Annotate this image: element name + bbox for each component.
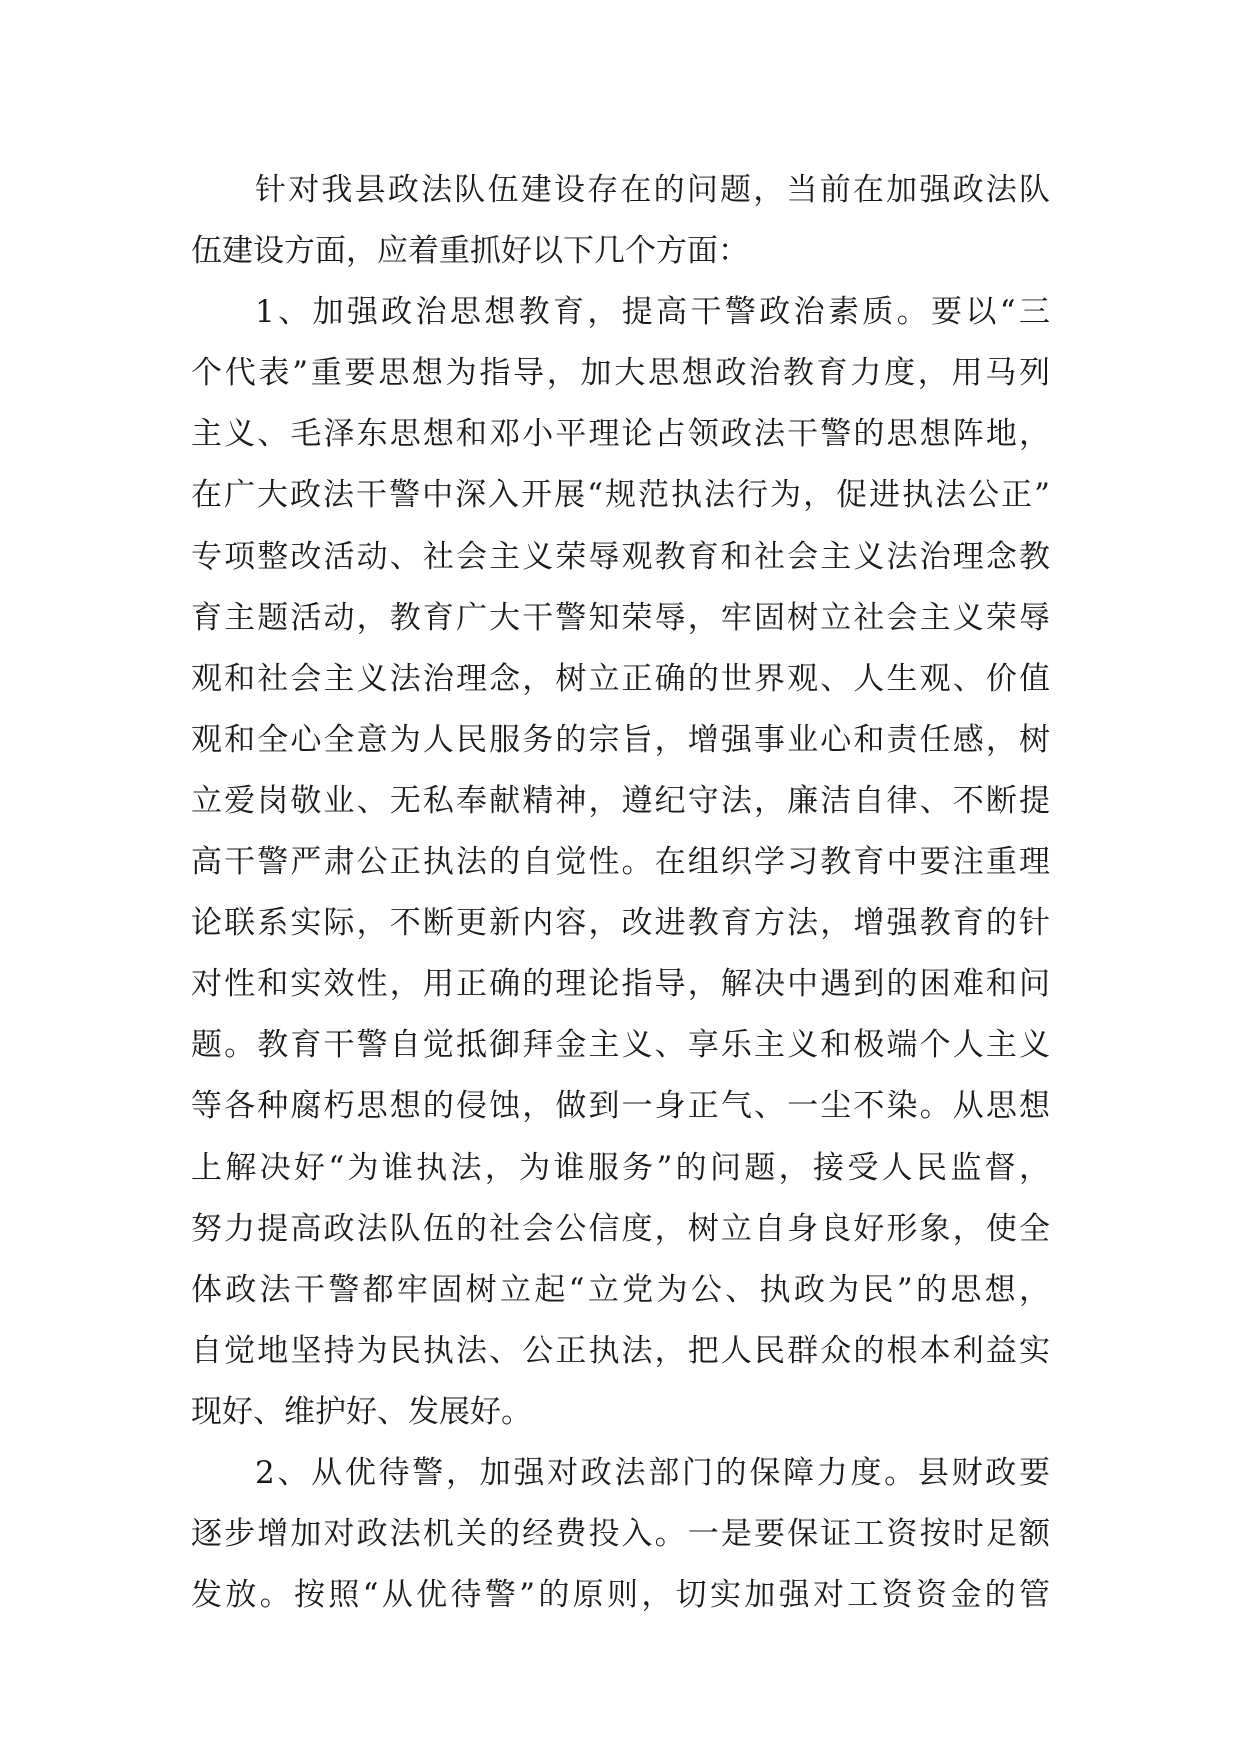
text-line: 育主题活动，教育广大干警知荣辱，牢固树立社会主义荣辱 bbox=[191, 599, 1050, 636]
text-line: 个代表”重要思想为指导，加大思想政治教育力度，用马列 bbox=[191, 355, 1050, 392]
text-line: 观和社会主义法治理念，树立正确的世界观、人生观、价值 bbox=[191, 660, 1050, 697]
text-line: 自觉地坚持为民执法、公正执法，把人民群众的根本利益实 bbox=[191, 1332, 1050, 1369]
text-line: 专项整改活动、社会主义荣辱观教育和社会主义法治理念教 bbox=[191, 538, 1050, 575]
text-line: 伍建设方面，应着重抓好以下几个方面： bbox=[191, 233, 749, 270]
text-line: 逐步增加对政法机关的经费投入。一是要保证工资按时足额 bbox=[191, 1516, 1050, 1553]
text-line: 发放。按照“从优待警”的原则，切实加强对工资资金的管 bbox=[191, 1577, 1050, 1614]
text-line: 在广大政法干警中深入开展“规范执法行为，促进执法公正” bbox=[191, 477, 1050, 514]
text-line: 题。教育干警自觉抵御拜金主义、享乐主义和极端个人主义 bbox=[191, 1027, 1050, 1064]
text-line: 立爱岗敬业、无私奉献精神，遵纪守法，廉洁自律、不断提 bbox=[191, 782, 1050, 819]
document-body bbox=[191, 160, 1050, 1626]
text-line: 上解决好“为谁执法，为谁服务”的问题，接受人民监督， bbox=[191, 1149, 1050, 1186]
text-line: 体政法干警都牢固树立起“立党为公、执政为民”的思想， bbox=[191, 1271, 1050, 1308]
text-line: 针对我县政法队伍建设存在的问题，当前在加强政法队 bbox=[255, 172, 1050, 208]
text-line: 论联系实际，不断更新内容，改进教育方法，增强教育的针 bbox=[191, 905, 1050, 942]
text-line: 努力提高政法队伍的社会公信度，树立自身良好形象，使全 bbox=[191, 1210, 1050, 1247]
text-line: 对性和实效性，用正确的理论指导，解决中遇到的困难和问 bbox=[191, 966, 1050, 1003]
text-line: 观和全心全意为人民服务的宗旨，增强事业心和责任感，树 bbox=[191, 721, 1050, 758]
text-line: 主义、毛泽东思想和邓小平理论占领政法干警的思想阵地， bbox=[191, 416, 1050, 453]
text-line: 2、从优待警，加强对政法部门的保障力度。县财政要 bbox=[255, 1454, 1050, 1491]
text-line: 1、加强政治思想教育，提高干警政治素质。要以“三 bbox=[255, 294, 1050, 331]
text-line: 现好、维护好、发展好。 bbox=[191, 1393, 532, 1430]
text-line: 高干警严肃公正执法的自觉性。在组织学习教育中要注重理 bbox=[191, 844, 1050, 881]
text-line: 等各种腐朽思想的侵蚀，做到一身正气、一尘不染。从思想 bbox=[191, 1088, 1050, 1125]
